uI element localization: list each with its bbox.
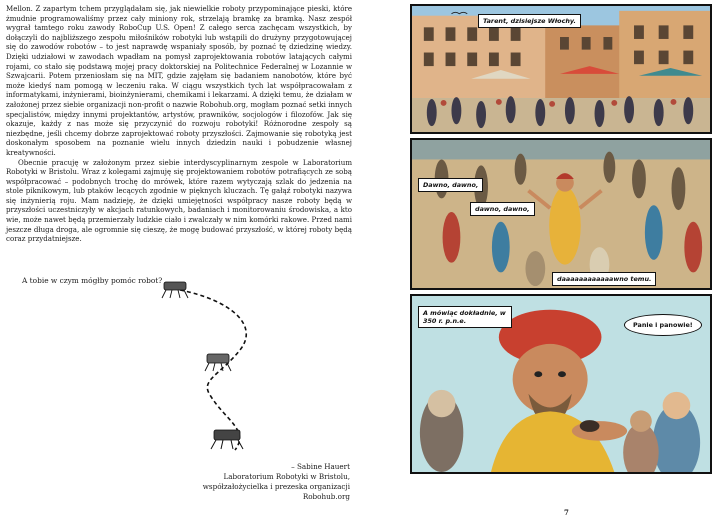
- signature-block: [180, 462, 350, 502]
- essay-text: [6, 4, 352, 244]
- robot-question: A tobie w czym mógłby pomóc robot?: [22, 276, 163, 285]
- signature-affiliation: Laboratorium Robotyki w Bristolu,: [223, 472, 350, 481]
- panel-2-caption-1: Dawno, dawno,: [418, 178, 483, 192]
- robot-2-icon: [205, 354, 231, 371]
- comic-panel-3: [410, 294, 712, 474]
- panel-2-caption-2: dawno, dawno,: [470, 202, 535, 216]
- panel-1-caption: Tarent, dzisiejsze Włochy.: [478, 14, 581, 28]
- robot-1-icon: [162, 282, 188, 298]
- panel-3-caption: A mówiąc dokładnie, w 350 r. p.n.e.: [418, 306, 512, 328]
- comic-panel-1: [410, 4, 712, 134]
- crowd-illustration: [412, 140, 710, 288]
- robot-path-illustration: [140, 280, 300, 480]
- robot-3-icon: [211, 430, 243, 449]
- essay-paragraph-1: Mellon. Z zapartym tchem przyglądałam się, jak niewielkie roboty przypominające pieski, które żmudnie programowaliśmy przez cały miniony rok, strzelają bramkę za bramką. Nasz zespół wygrał tamtego roku zawody RoboCup U.S. Open! Z całego serca zachęcam wszystkich, by dołączyli do najbliższego zespołu miłośników robotyki lub wstąpili do drużyny przygotowującej się do zawodów robotów – to jest naprawdę wspaniały sposób, by poznać tę dziedzinę wiedzy. Dzięki udziałowi w zawodach wpadłam na pomysł zaprojektowania robotów latających całymi rojami, co stało się podstawą mojej pracy doktorskiej na Politechnice Federalnej w Lozannie w Szwajcarii. Potem przeniosłam się na MIT, gdzie zajęłam się badaniem nanobotów, które być może kiedyś nam pomogą w leczeniu raka. W ciągu wszystkich tych lat współpracowałam z informatykami, inżynierami, bioinżynierami, chemikami i lekarzami. A dzięki temu, że działam w założonej przez siebie organizacji non-profit o nazwie Robohub.org, mogłam poznać setki innych specjalistów, między innymi projektantów, artystów, prawników, socjologów i filozofów. Jak się okazuje, każdy z nas może się przyczynić do rozwoju robotyki! Różnorodne zespoły są niezbędne, jeśli chcemy dobrze zaprojektować roboty przyszłości. Zajmowanie się robotyką jest doskonałym sposobem na poznanie wielu innych dziedzin nauki i pobudzenie własnej kreatywności.: [6, 4, 352, 157]
- panel-2-caption-3: daaaaaaaaaaaawno temu.: [552, 272, 656, 286]
- right-page: [364, 0, 728, 520]
- panel-3-speech-bubble: Panie i panowie!: [624, 314, 702, 336]
- page-number: 7: [564, 508, 569, 517]
- essay-paragraph-2: Obecnie pracuję w założonym przez siebie interdyscyplinarnym zespole w Laboratorium Robotyki w Bristolu. Wraz z kolegami zajmuję się projektowaniem robotów potrafiących ze sobą współpracować – podobnych trochę do mrówek, które razem wytyczają szlak do jedzenia na stole piknikowym, lub ptaków lecących zgodnie w pięknych kluczach. Tę gałąź robotyki nazywa się inżynierią roju. Mam nadzieję, że dzięki umiejętności współpracy nasze roboty będą w przyszłości uczestniczyły w akcjach ratunkowych, badaniach i monitorowaniu środowiska, a kto wie, może nawet będą przemierzały ludzkie ciało i zwalczały w nim komórki rakowe. Przed nami jeszcze długa droga, ale ogromnie się cieszę, że mogę budować przyszłość, w której roboty będą coraz przydatniejsze.: [6, 157, 352, 244]
- signature-name: – Sabine Hauert: [291, 462, 350, 471]
- signature-role: współzałożycielka i prezeska organizacji Robohub.org: [202, 482, 350, 501]
- comic-panel-2: [410, 138, 712, 290]
